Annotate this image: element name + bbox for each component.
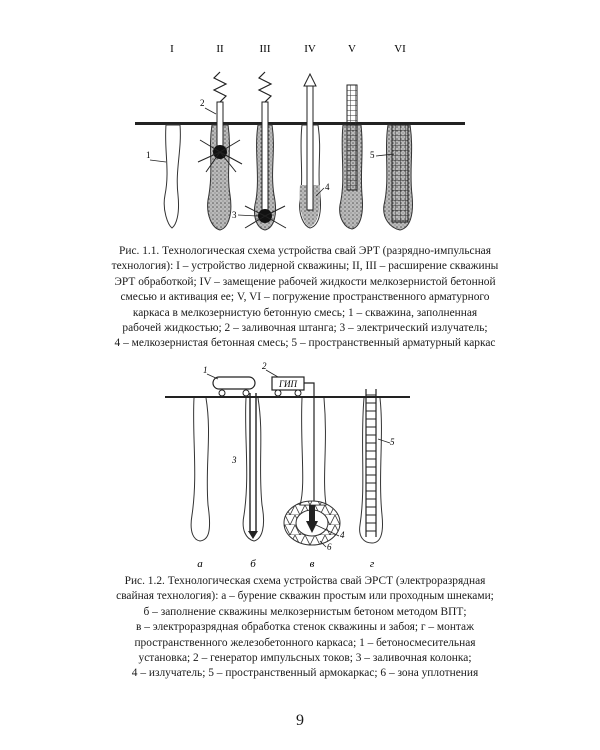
- caption-line: свайная технология): а – бурение скважин простым или проходным шнеками;: [116, 590, 494, 603]
- stage-label-vi: VI: [394, 43, 406, 55]
- stage-label-g: г: [369, 558, 375, 570]
- fill-rod-iii: [262, 102, 268, 212]
- cage-in-hole-v: [347, 125, 357, 190]
- cage-top-v: [347, 85, 357, 125]
- stage-label-iv: IV: [304, 43, 316, 55]
- stage-label-ii: II: [216, 43, 224, 55]
- figure-1-1-drawing: [0, 30, 600, 240]
- caption-line: Рис. 1.2. Технологическая схема устройства свай ЭРСТ (электроразрядная: [124, 575, 486, 587]
- callout-1: 1: [146, 150, 151, 160]
- figure-1-2-drawing: [0, 355, 600, 580]
- callout-2-2-leader: [266, 370, 278, 377]
- ground-line: [135, 122, 465, 125]
- callout-2-1-leader: [207, 374, 218, 379]
- caption-line: ЭРТ обработкой; IV – замещение рабочей жидкости мелкозернистой бетонной: [114, 275, 496, 288]
- figure-1-2-caption: [70, 574, 540, 682]
- caption-line: технология): I – устройство лидерной скважины; II, III – расширение скважины: [111, 260, 499, 273]
- caption-line: установка; 2 – генератор импульсных токов; 3 – заливочная колонка;: [138, 652, 472, 665]
- borehole-g: [360, 398, 383, 543]
- caption-line: рабочей жидкостью; 2 – заливочная штанга; 3 – электрический излучатель;: [122, 322, 488, 335]
- caption-line: б – заполнение скважины мелкозернистым бетоном методом ВПТ;: [143, 605, 467, 618]
- generator-label: ГИП: [278, 379, 298, 389]
- page-number: 9: [296, 712, 304, 729]
- callout-4: 4: [325, 182, 330, 192]
- generator-wheel-left: [275, 390, 281, 396]
- callout-2-4: 4: [340, 530, 345, 540]
- fill-rod-ii: [217, 102, 223, 150]
- cage-vi: [392, 125, 408, 222]
- arrow-up-icon-iv: [304, 74, 316, 86]
- callout-1-leader: [150, 160, 166, 162]
- caption-line: Рис. 1.1. Технологическая схема устройства свай ЭРТ (разрядно-импульсная: [119, 245, 491, 257]
- borehole-b: [243, 398, 263, 541]
- mixer-wheel-right: [243, 390, 249, 396]
- stage-label-v: V: [348, 43, 356, 55]
- callout-3: 3: [232, 210, 237, 220]
- callout-2-6: 6: [327, 542, 332, 552]
- borehole-a: [191, 398, 209, 541]
- stage-label-i: I: [170, 43, 174, 55]
- fill-column-b: [250, 393, 256, 531]
- fill-column-tip-b: [248, 531, 258, 539]
- figure-1-1: [0, 30, 600, 240]
- callout-2-leader: [205, 108, 216, 114]
- caption-line: 4 – мелкозернистая бетонная смесь; 5 – пространственный арматурный каркас: [114, 337, 496, 350]
- callout-2-1: 1: [203, 365, 208, 375]
- callout-5: 5: [370, 150, 375, 160]
- callout-2: 2: [200, 98, 205, 108]
- callout-2-5: 5: [390, 437, 395, 447]
- stage-label-b: б: [250, 558, 256, 570]
- callout-2-3: 3: [232, 455, 237, 465]
- generator-wheel-right: [295, 390, 301, 396]
- caption-line: каркаса в мелкозернистую бетонную смесь; 1 – скважина, заполненная: [132, 306, 478, 319]
- stage-label-v: в: [309, 558, 315, 570]
- callout-2-5-leader: [378, 439, 390, 443]
- figure-1-1-caption: [70, 244, 540, 352]
- callout-2-2: 2: [262, 361, 267, 371]
- mixer-wheel-left: [219, 390, 225, 396]
- stage-label-a: а: [197, 558, 203, 570]
- caption-line: в – электроразрядная обработка стенок скважины и забоя; г – монтаж: [136, 621, 474, 634]
- generator-cable: [304, 383, 314, 505]
- caption-line: 4 – излучатель; 5 – пространственный армокаркас; 6 – зона уплотнения: [131, 667, 479, 680]
- caption-line: пространственного железобетонного каркаса; 1 – бетоносмесительная: [134, 636, 476, 649]
- concrete-mixer-unit: [213, 377, 255, 389]
- borehole-stage-i: [164, 125, 180, 228]
- stage-label-iii: III: [259, 43, 271, 55]
- figure-1-2: [0, 355, 600, 580]
- ground-line-2: [165, 396, 410, 398]
- cage-rungs-g: [366, 395, 376, 531]
- fill-rod-iv: [307, 82, 313, 210]
- borehole-v: [300, 398, 326, 505]
- caption-line: смесью и активация ее; V, VI – погружение пространственного арматурного: [120, 291, 490, 304]
